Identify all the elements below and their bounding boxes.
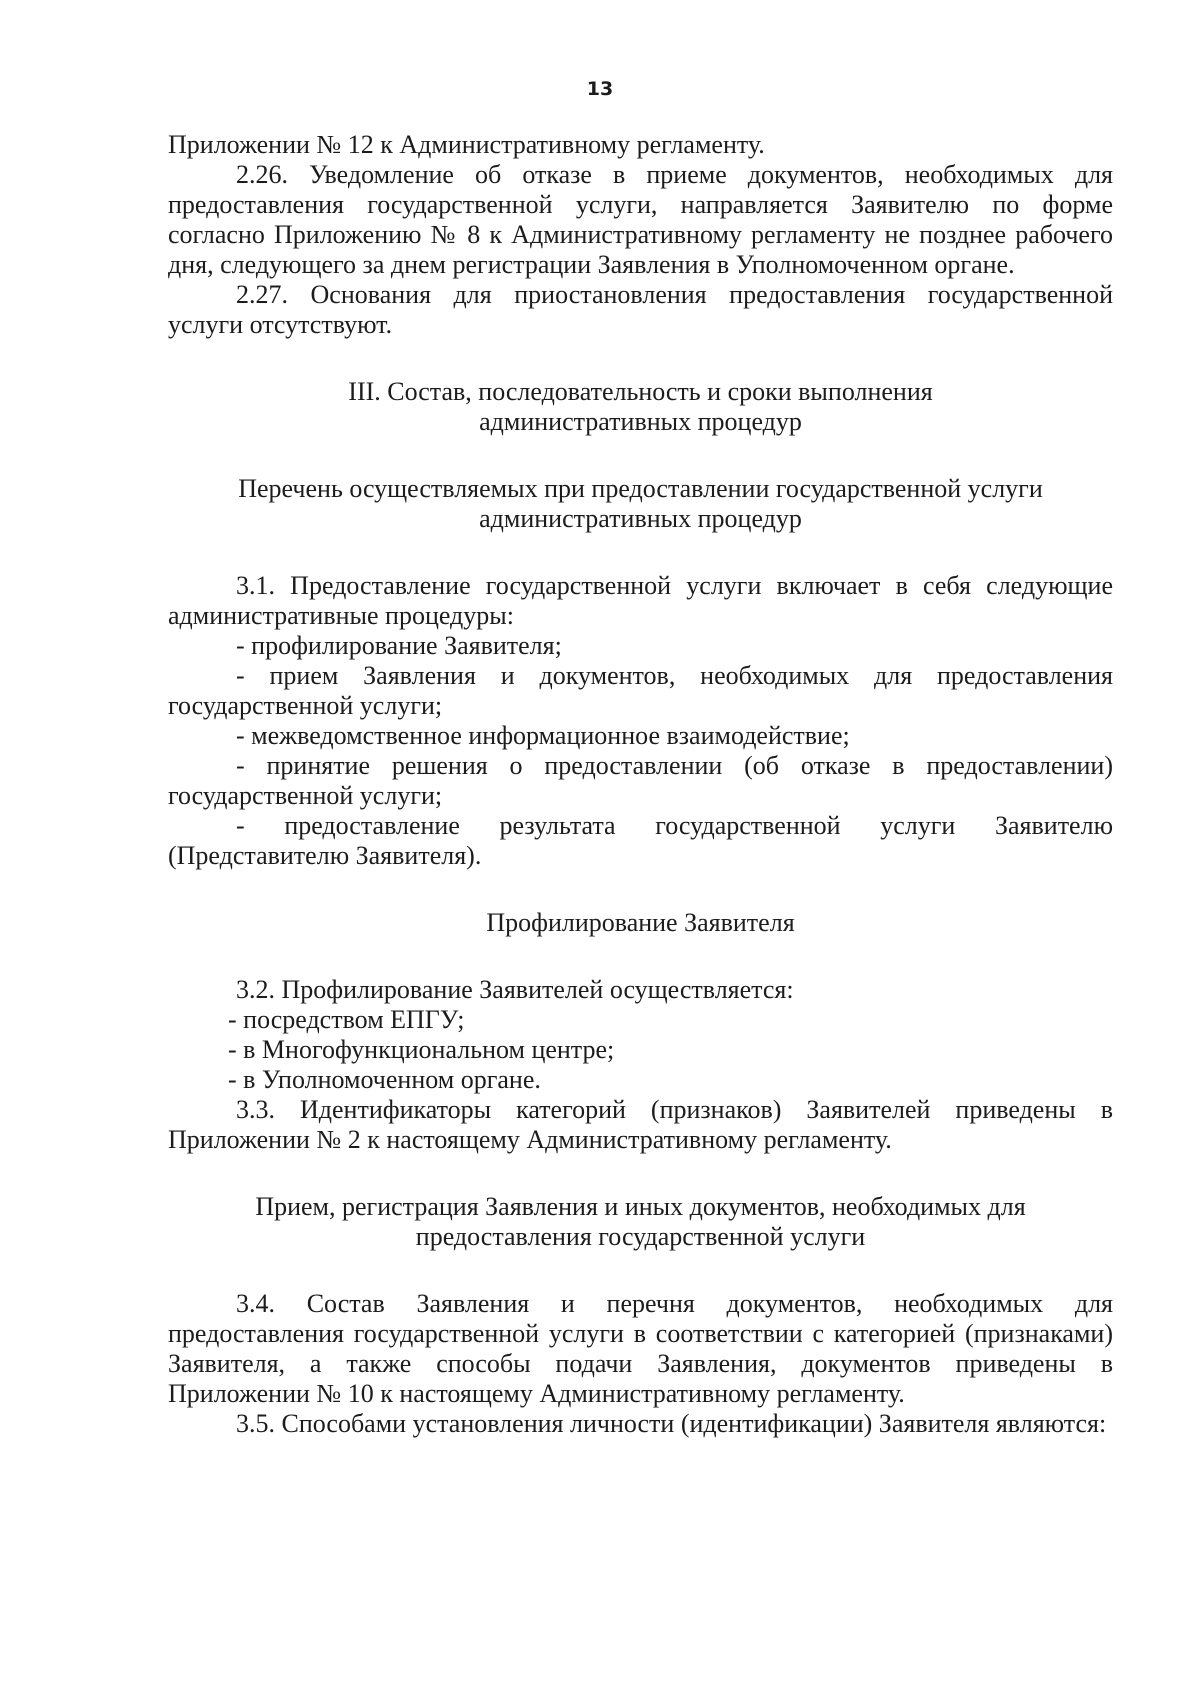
subsection-heading-line: административных процедур: [479, 504, 802, 533]
subsection-heading-procedures: [168, 474, 1113, 534]
section-heading: [168, 377, 1113, 437]
subsection-heading-line: Перечень осуществляемых при предоставлении государственной услуги: [238, 474, 1043, 503]
paragraph-3-4: 3.4. Состав Заявления и перечня документов, необходимых для предоставления государственной услуги в соответствии с категорией (признаками) Заявителя, а также способы подачи Заявления, документов приведены в Приложении № 10 к настоящему Административному регламенту.: [168, 1289, 1113, 1408]
paragraph-3-2: 3.2. Профилирование Заявителей осуществляется:: [236, 975, 794, 1004]
list-item: - в Многофункциональном центре;: [228, 1035, 615, 1064]
page-number: 13: [586, 78, 614, 100]
paragraph-3-3: 3.3. Идентификаторы категорий (признаков) Заявителей приведены в Приложении № 2 к настоящему Административному регламенту.: [168, 1095, 1113, 1154]
list-item: - принятие решения о предоставлении (об отказе в предоставлении) государственной услуги;: [168, 751, 1113, 810]
paragraph-3-5: 3.5. Способами установления личности (идентификации) Заявителя являются:: [236, 1409, 1107, 1438]
paragraph-continuation: Приложении № 12 к Административному регламенту.: [168, 130, 765, 159]
document-body: [168, 130, 1113, 1439]
list-item: - в Уполномоченном органе.: [228, 1065, 541, 1094]
list-item: - предоставление результата государственной услуги Заявителю (Представителю Заявителя).: [168, 811, 1113, 870]
list-item: - межведомственное информационное взаимодействие;: [236, 721, 850, 750]
paragraph-2-27: 2.27. Основания для приостановления предоставления государственной услуги отсутствуют.: [168, 280, 1113, 339]
list-item: - профилирование Заявителя;: [236, 631, 562, 660]
paragraph-2-26: 2.26. Уведомление об отказе в приеме документов, необходимых для предоставления государственной услуги, направляется Заявителю по форме согласно Приложению № 8 к Административному регламенту не позднее рабочего дня, следующего за днем регистрации Заявления в Уполномоченном органе.: [168, 160, 1113, 279]
list-item: - прием Заявления и документов, необходимых для предоставления государственной услуги;: [168, 661, 1113, 720]
procedures-list: [168, 631, 1113, 871]
profiling-list: [168, 1005, 1113, 1095]
subsection-heading-profiling: Профилирование Заявителя: [486, 908, 795, 937]
section-heading-line: административных процедур: [479, 407, 802, 436]
list-item: - посредством ЕПГУ;: [228, 1005, 465, 1034]
subsection-heading-reception: [168, 1192, 1113, 1252]
subsection-heading-line: предоставления государственной услуги: [415, 1222, 866, 1251]
paragraph-3-1: 3.1. Предоставление государственной услуги включает в себя следующие административные процедуры:: [168, 571, 1113, 630]
subsection-heading-line: Прием, регистрация Заявления и иных документов, необходимых для: [255, 1192, 1026, 1221]
section-heading-line: III. Состав, последовательность и сроки выполнения: [348, 377, 933, 406]
